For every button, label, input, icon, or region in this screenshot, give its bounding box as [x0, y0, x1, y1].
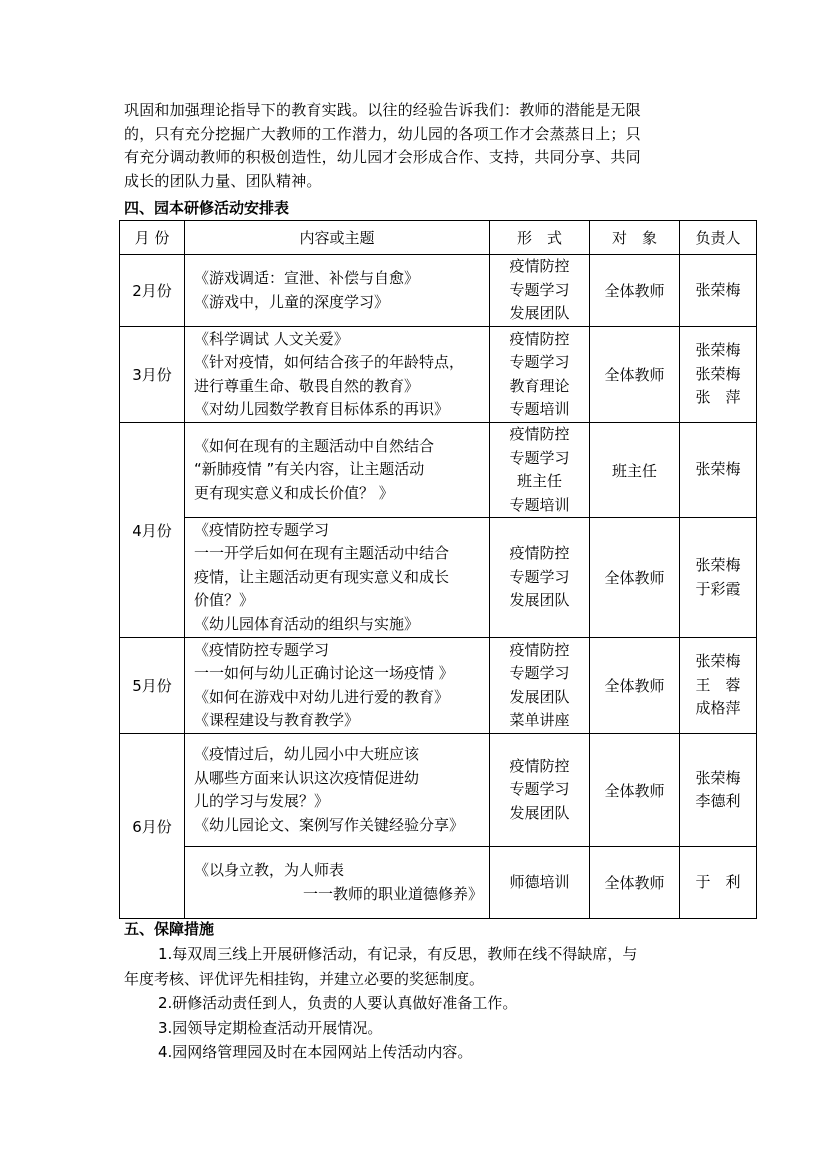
leader-cell [680, 638, 757, 734]
content-line: 《疫情过后，幼儿园小中大班应该 [194, 745, 420, 763]
leader-line: 于 利 [695, 872, 741, 891]
leader-line: 张荣梅 [695, 556, 741, 574]
leader-line: 王 蓉 [695, 675, 741, 694]
intro-line: 巩固和加强理论指导下的教育实践。以往的经验告诉我们：教师的潜能是无限 [124, 101, 641, 119]
leader-line: 成格萍 [695, 699, 741, 718]
form-line: 菜单讲座 [509, 711, 570, 729]
content-cell [185, 327, 490, 423]
leader-line: 李德利 [695, 792, 741, 810]
target-cell: 全体教师 [590, 638, 680, 734]
form-line: 疫情防控 [509, 257, 570, 276]
intro-line: 有充分调动教师的积极创造性，幼儿园才会形成合作、支持，共同分享、共同 [124, 148, 641, 166]
schedule-table [119, 220, 757, 919]
section-4-heading: 四、园本研修活动安排表 [124, 199, 290, 217]
header-form: 形 式 [490, 221, 590, 255]
leader-cell [680, 847, 757, 919]
measure-item-continued: 年度考核、评优评先相挂钩，并建立必要的奖惩制度。 [124, 969, 485, 988]
content-line: 疫情，让主题活动更有现实意义和成长 [194, 567, 450, 586]
month-cell: 6月份 [120, 734, 185, 919]
table-header-row [120, 221, 757, 255]
target-cell: 全体教师 [590, 327, 680, 423]
form-line: 发展团队 [509, 687, 570, 706]
form-line: 专题学习 [509, 448, 570, 467]
target-cell: 全体教师 [590, 847, 680, 919]
table-row [120, 734, 757, 847]
form-cell [490, 518, 590, 638]
leader-cell [680, 518, 757, 638]
content-line: 儿的学习与发展？》 [194, 792, 330, 810]
form-line: 专题学习 [509, 780, 570, 799]
content-line: 《游戏中，儿童的深度学习》 [194, 292, 390, 311]
header-target: 对 象 [590, 221, 680, 255]
table-row [120, 327, 757, 423]
content-cell [185, 847, 490, 919]
content-line: 《幼儿园论文、案例写作关键经验分享》 [194, 815, 465, 834]
form-line: 教育理论 [509, 376, 570, 395]
table-row [120, 518, 757, 638]
content-line: 一一开学后如何在现有主题活动中结合 [194, 544, 450, 563]
content-cell [185, 423, 490, 518]
intro-paragraph [124, 99, 704, 193]
content-line: 《科学调试 人文关爱》 [194, 329, 349, 348]
content-line: 《幼儿园体育活动的组织与实施》 [194, 614, 420, 633]
form-line: 专题培训 [509, 495, 570, 514]
form-line: 班主任 [516, 472, 562, 490]
form-cell [490, 734, 590, 847]
header-content: 内容或主题 [185, 221, 490, 255]
content-line: 《疫情防控专题学习 [194, 520, 330, 539]
month-cell: 2月份 [120, 255, 185, 327]
content-line: 一一教师的职业道德修养》 [302, 884, 483, 903]
leader-cell [680, 423, 757, 518]
target-cell: 班主任 [590, 423, 680, 518]
form-line: 专题学习 [509, 567, 570, 586]
measure-item: 2.研修活动责任到人，负责的人要认真做好准备工作。 [158, 994, 518, 1012]
form-line: 疫情防控 [509, 756, 570, 775]
header-month: 月 份 [120, 221, 185, 255]
form-line: 专题学习 [509, 664, 570, 682]
target-cell: 全体教师 [590, 255, 680, 327]
leader-line: 张荣梅 [695, 364, 741, 383]
form-line: 专题培训 [509, 400, 570, 418]
content-line: 《课程建设与教育教学》 [194, 711, 360, 729]
form-line: 专题学习 [509, 353, 570, 371]
month-cell: 3月份 [120, 327, 185, 423]
leader-line: 张荣梅 [695, 652, 741, 671]
form-line: 发展团队 [509, 591, 570, 610]
table-row [120, 423, 757, 518]
measure-item: 1.每双周三线上开展研修活动，有记录，有反思，教师在线不得缺席，与 [158, 945, 638, 963]
form-cell [490, 423, 590, 518]
leader-line: 张荣梅 [695, 280, 741, 299]
content-line: 《如何在现有的主题活动中自然结合 [194, 436, 435, 455]
content-line: 《如何在游戏中对幼儿进行爱的教育》 [194, 687, 450, 706]
form-line: 疫情防控 [509, 329, 570, 348]
content-line: 《以身立教，为人师表 [194, 861, 345, 879]
section-5-heading: 五、保障措施 [124, 920, 215, 938]
form-cell [490, 327, 590, 423]
form-line: 师德培训 [509, 872, 570, 891]
content-line: 从哪些方面来认识这次疫情促进幼 [194, 768, 420, 787]
content-line: 《游戏调适：宣泄、补偿与自愈》 [194, 269, 420, 287]
content-line: “新肺疫情 ”有关内容，让主题活动 [194, 460, 425, 479]
form-cell [490, 638, 590, 734]
table-row [120, 255, 757, 327]
form-line: 疫情防控 [509, 544, 570, 563]
leader-cell [680, 255, 757, 327]
measure-item: 3.园领导定期检查活动开展情况。 [158, 1018, 383, 1037]
content-line: 进行尊重生命、敬畏自然的教育》 [194, 376, 420, 395]
leader-line: 张荣梅 [695, 341, 741, 360]
measures-list [124, 942, 724, 1065]
leader-line: 张荣梅 [695, 768, 741, 787]
leader-line: 张 萍 [695, 388, 741, 407]
form-line: 发展团队 [509, 803, 570, 822]
form-line: 疫情防控 [509, 640, 570, 659]
content-cell [185, 734, 490, 847]
content-cell [185, 638, 490, 734]
content-line: 更有现实意义和成长价值？ 》 [194, 483, 394, 502]
table-row [120, 638, 757, 734]
form-cell [490, 255, 590, 327]
content-line: 《针对疫情，如何结合孩子的年龄特点， [194, 353, 465, 371]
content-line: 一一如何与幼儿正确讨论这一场疫情 》 [194, 664, 454, 682]
leader-cell [680, 327, 757, 423]
target-cell: 全体教师 [590, 518, 680, 638]
content-cell [185, 518, 490, 638]
intro-line: 的，只有充分挖掘广大教师的工作潜力，幼儿园的各项工作才会蒸蒸日上；只 [124, 124, 641, 143]
month-cell: 5月份 [120, 638, 185, 734]
intro-line: 成长的团队力量、团队精神。 [124, 171, 322, 190]
header-leader: 负责人 [680, 221, 757, 255]
form-line: 疫情防控 [509, 425, 570, 443]
leader-line: 于彩霞 [695, 579, 741, 598]
leader-line: 张荣梅 [695, 460, 741, 479]
month-cell: 4月份 [120, 423, 185, 638]
measure-item: 4.园网络管理园及时在本园网站上传活动内容。 [158, 1043, 473, 1061]
table-row [120, 847, 757, 919]
form-line: 发展团队 [509, 304, 570, 323]
form-cell [490, 847, 590, 919]
content-cell [185, 255, 490, 327]
target-cell: 全体教师 [590, 734, 680, 847]
content-line: 《对幼儿园数学教育目标体系的再识》 [194, 400, 450, 418]
leader-cell [680, 734, 757, 847]
content-line: 《疫情防控专题学习 [194, 640, 330, 659]
form-line: 专题学习 [509, 280, 570, 299]
content-line: 价值？》 [194, 591, 255, 610]
